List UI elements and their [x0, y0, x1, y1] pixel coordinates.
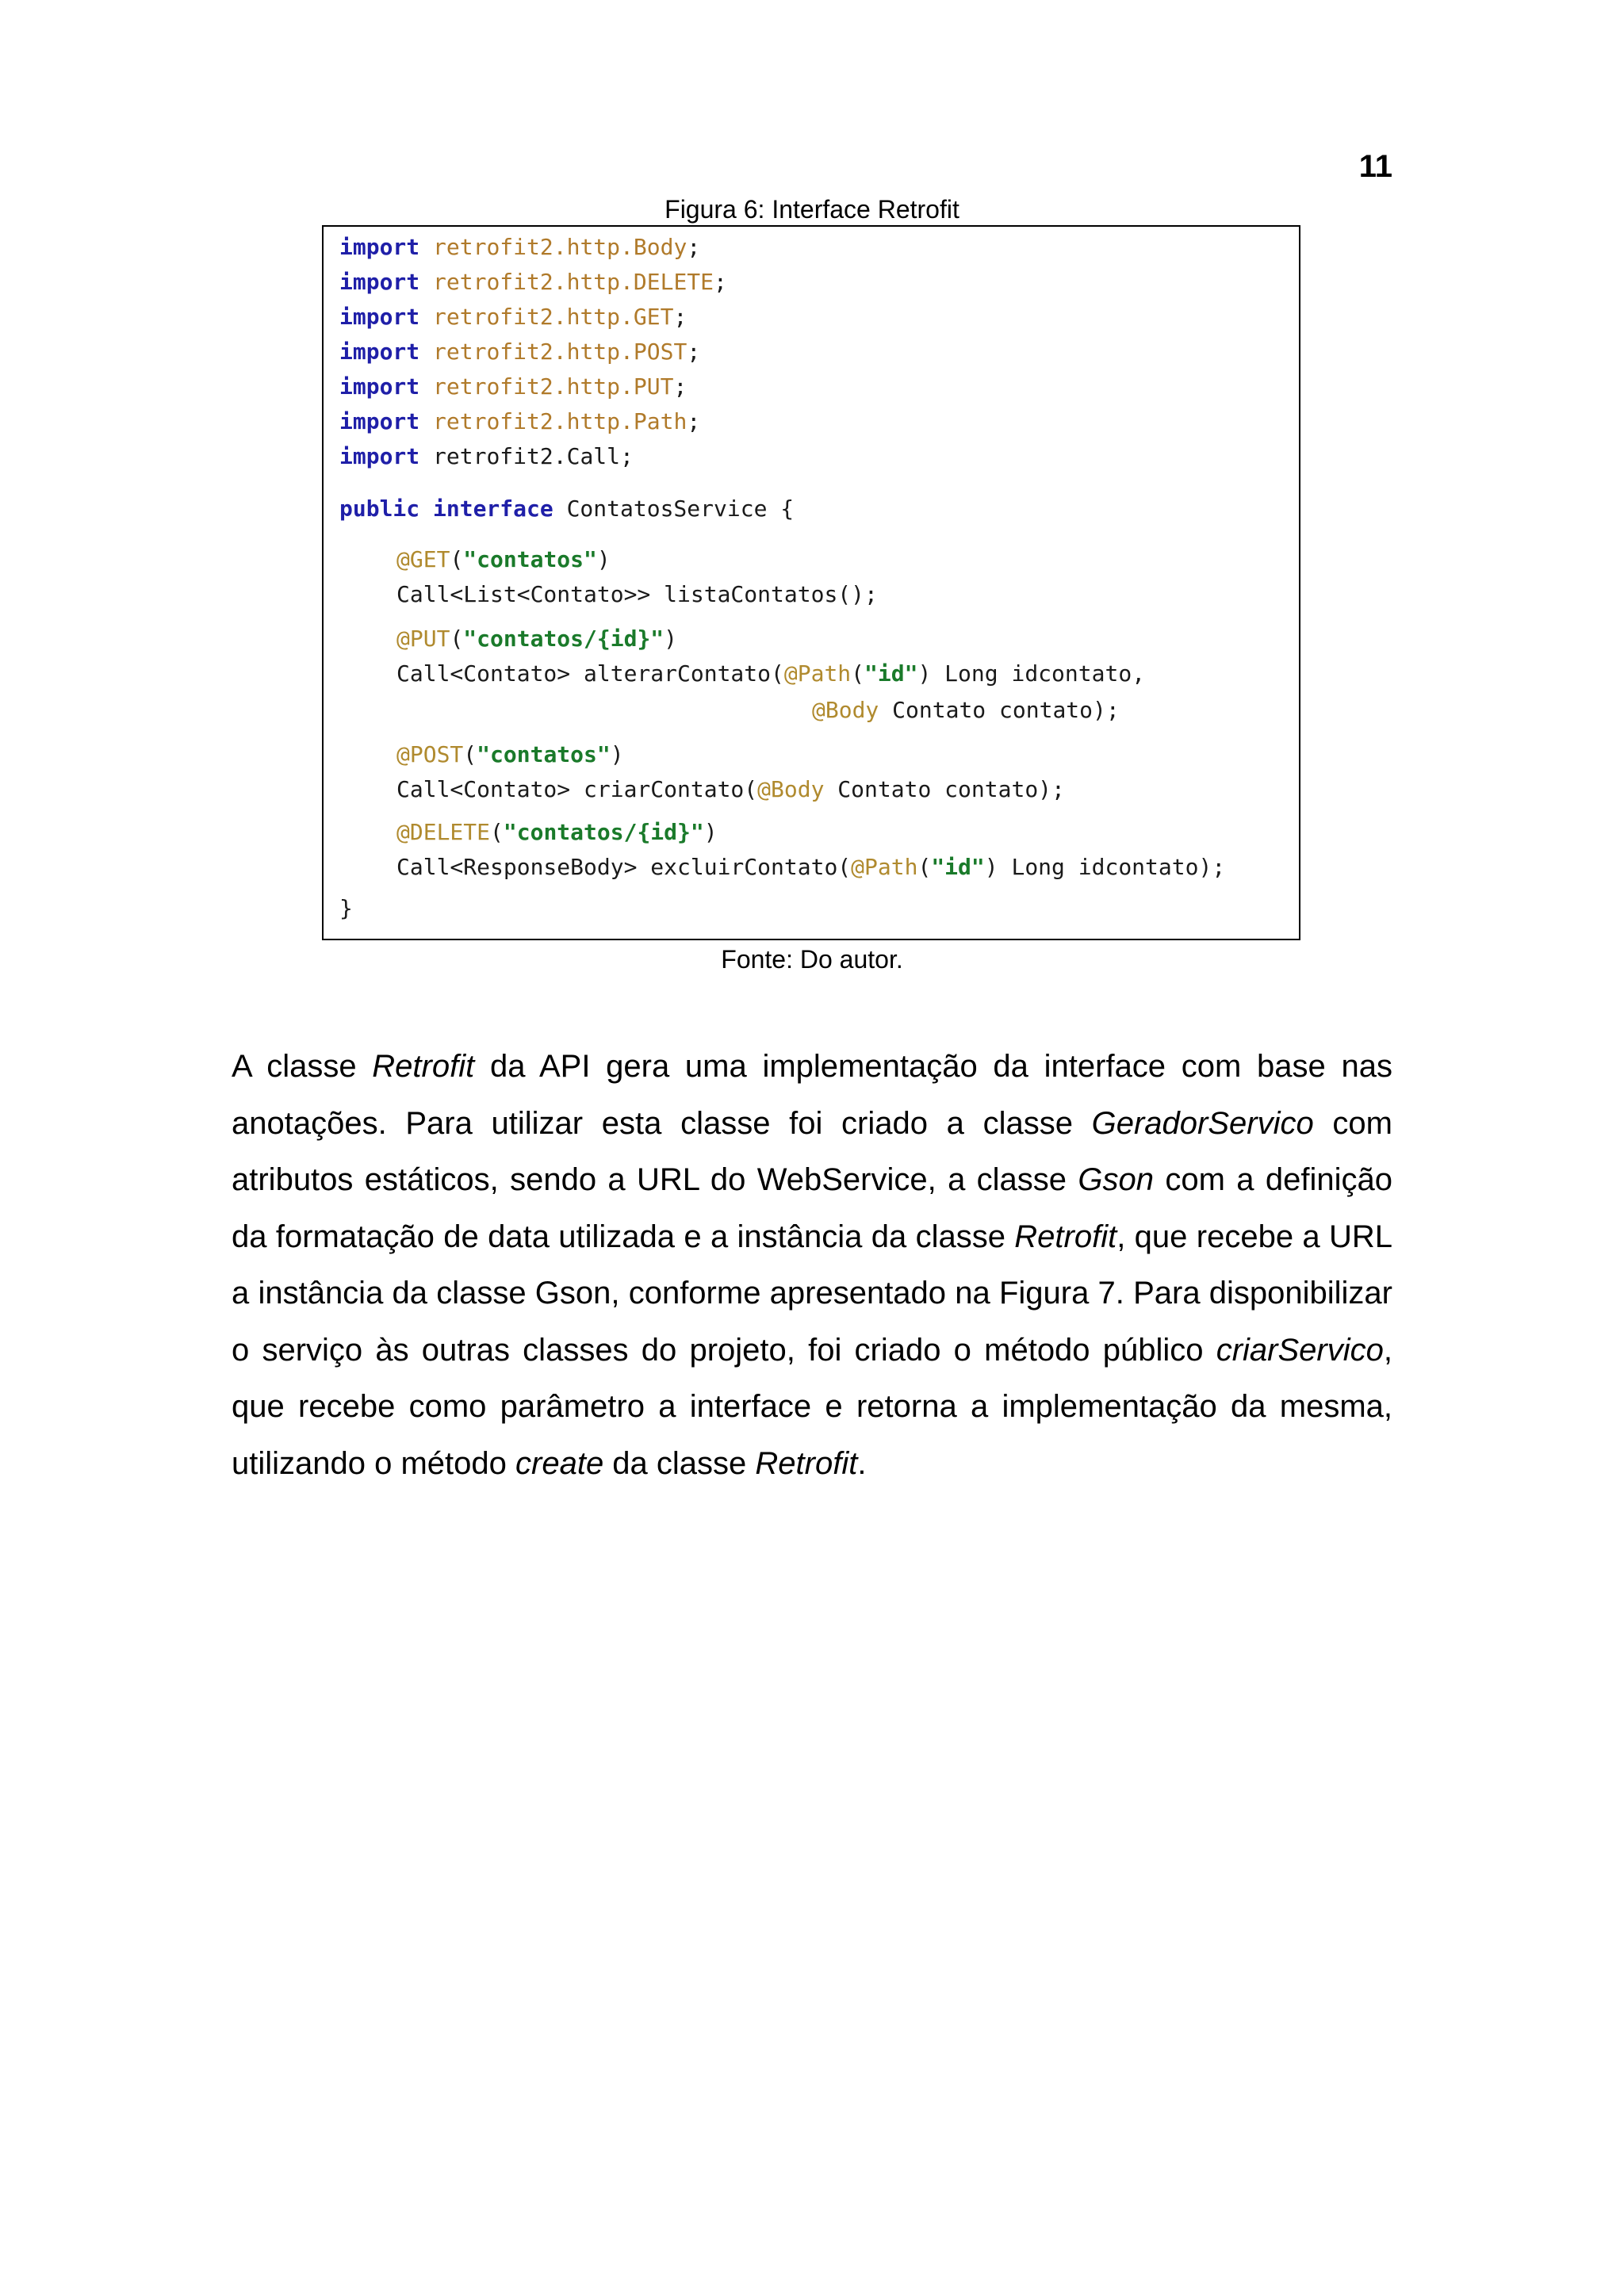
code-line-import-post: import retrofit2.http.POST; [339, 339, 701, 365]
code-line-delete-annotation: @DELETE("contatos/{id}") [396, 819, 718, 845]
code-line-interface-decl: public interface ContatosService { [339, 496, 795, 522]
code-line-import-put: import retrofit2.http.PUT; [339, 373, 688, 400]
figure-source: Fonte: Do autor. [721, 945, 903, 974]
body-paragraph: A classe Retrofit da API gera uma implementação da interface com base nas anotações. Para utilizar esta classe foi criado a classe GeradorServico com atributos estáticos, sendo a URL do WebService, a classe Gson com a definição da formatação de data utilizada e a instância da classe Retrofit, que recebe a URL a instância da classe Gson, conforme apresentado na Figura 7. Para disponibilizar o serviço às outras classes do projeto, foi criado o método público criarServico, que recebe como parâmetro a interface e retorna a implementação da mesma, utilizando o método create da classe Retrofit. [232, 1049, 1393, 1481]
code-line-import-delete: import retrofit2.http.DELETE; [339, 269, 727, 295]
code-line-delete-signature: Call<ResponseBody> excluirContato(@Path("id") Long idcontato); [396, 854, 1226, 880]
code-line-get-annotation: @GET("contatos") [396, 546, 611, 572]
code-line-put-body-param: @Body Contato contato); [812, 697, 1120, 723]
code-line-import-path: import retrofit2.http.Path; [339, 408, 701, 434]
code-figure [322, 225, 1300, 940]
code-line-import-body: import retrofit2.http.Body; [339, 234, 701, 260]
code-line-import-call: import retrofit2.Call; [339, 443, 634, 469]
code-line-put-signature: Call<Contato> alterarContato(@Path("id") Long idcontato, [396, 660, 1146, 687]
code-line-post-annotation: @POST("contatos") [396, 741, 624, 767]
figure-caption: Figura 6: Interface Retrofit [665, 195, 959, 224]
code-line-post-signature: Call<Contato> criarContato(@Body Contato contato); [396, 776, 1065, 802]
code-line-import-get: import retrofit2.http.GET; [339, 304, 688, 330]
code-line-put-annotation: @PUT("contatos/{id}") [396, 626, 678, 652]
page-number: 11 [1358, 149, 1392, 184]
code-line-get-signature: Call<List<Contato>> listaContatos(); [396, 581, 878, 607]
code-line-closing-brace: } [339, 895, 353, 921]
